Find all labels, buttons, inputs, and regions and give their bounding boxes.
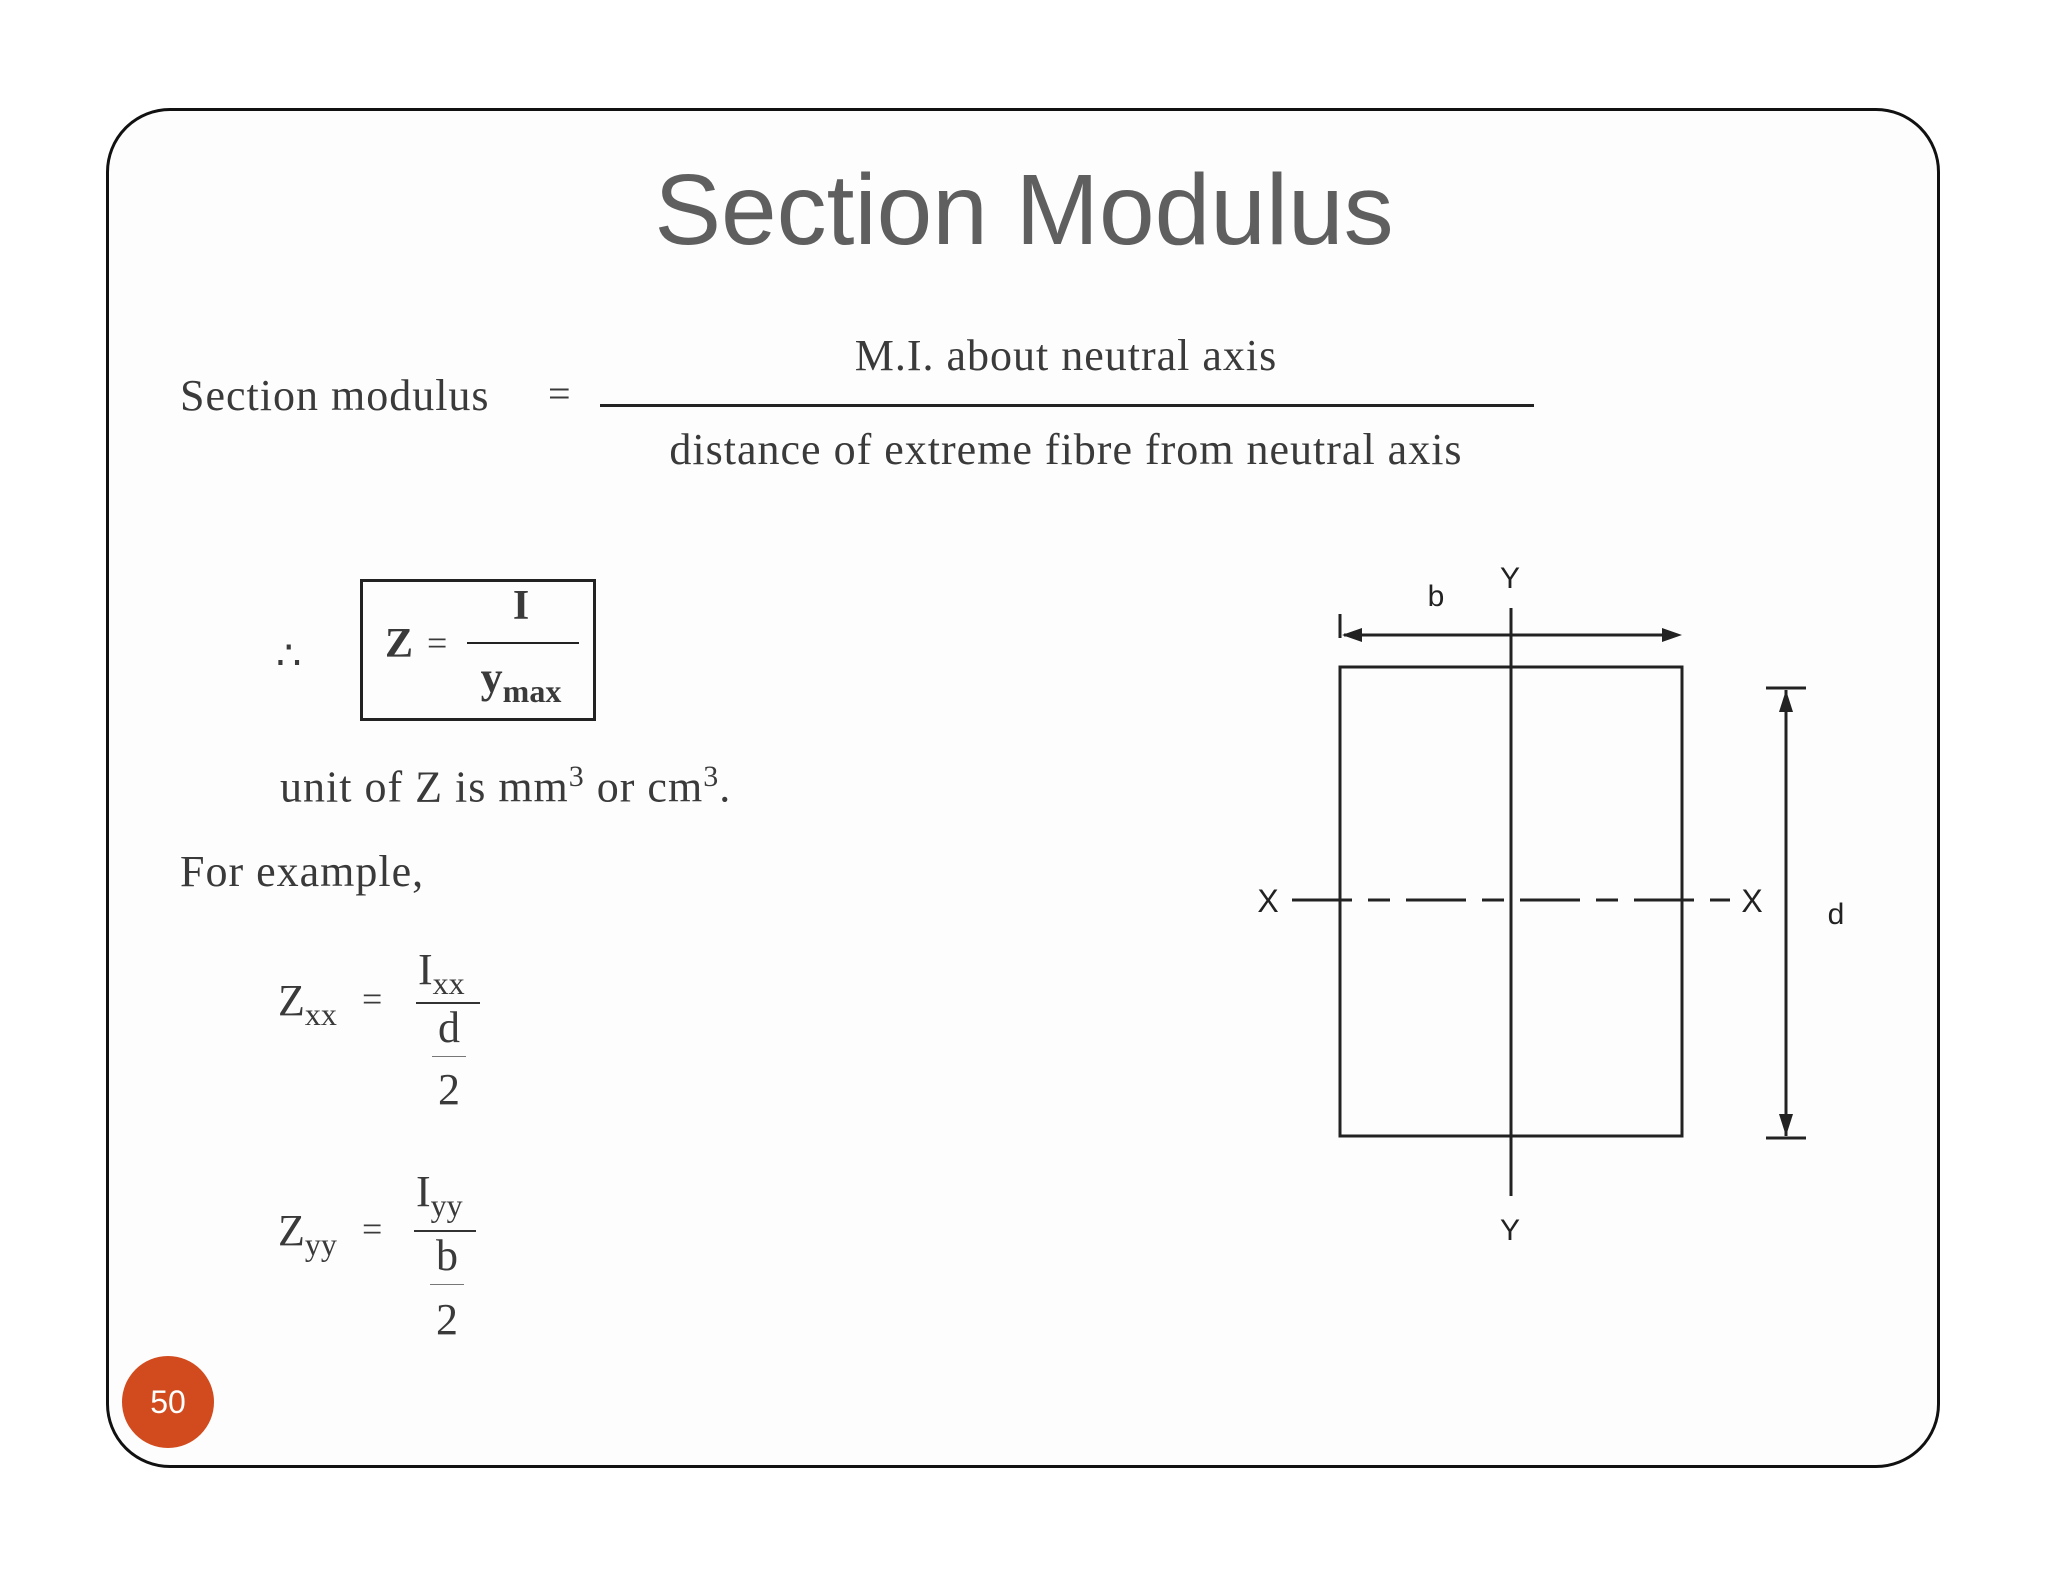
zxx-den-bottom: 2 bbox=[438, 1065, 460, 1114]
zxx-num-base: I bbox=[418, 945, 433, 994]
zxx-lhs-sub: xx bbox=[304, 995, 337, 1032]
b-label: b bbox=[1427, 580, 1445, 613]
formula-equals: = bbox=[427, 623, 448, 663]
zyy-num-sub: yy bbox=[430, 1186, 463, 1223]
formula-denominator-sub: max bbox=[502, 672, 562, 709]
zxx-den-top: d bbox=[438, 1003, 460, 1052]
definition-equals: = bbox=[548, 371, 571, 416]
d-arrow-top bbox=[1779, 690, 1793, 712]
zyy-lhs-sub: yy bbox=[304, 1225, 337, 1262]
y-axis-label-bottom: Y bbox=[1499, 1214, 1521, 1247]
zxx-equals: = bbox=[362, 979, 383, 1019]
x-axis-label-right: X bbox=[1741, 883, 1763, 919]
zyy-equals: = bbox=[362, 1209, 383, 1249]
y-axis-label-top: Y bbox=[1499, 562, 1521, 595]
unit-exponent-2: 3 bbox=[703, 760, 720, 793]
d-arrow-bottom bbox=[1779, 1114, 1793, 1136]
b-arrow-right bbox=[1662, 628, 1682, 642]
unit-suffix: . bbox=[719, 762, 732, 812]
zyy-num-base: I bbox=[416, 1167, 431, 1216]
slide-title: Section Modulus bbox=[654, 154, 1394, 266]
b-arrow-left bbox=[1342, 628, 1362, 642]
definition-denominator: distance of extreme fibre from neutral axis bbox=[669, 425, 1463, 474]
formula-denominator-base: y bbox=[480, 653, 503, 702]
unit-prefix: unit of Z is mm bbox=[280, 762, 569, 812]
formula-numerator: I bbox=[512, 583, 530, 629]
definition-numerator: M.I. about neutral axis bbox=[854, 331, 1278, 380]
zyy-den-bottom: 2 bbox=[436, 1295, 458, 1344]
zxx-lhs-base: Z bbox=[278, 976, 305, 1025]
page-number-badge: 50 bbox=[122, 1356, 214, 1448]
definition-label: Section modulus bbox=[180, 371, 490, 420]
example-heading: For example, bbox=[180, 847, 425, 896]
zyy-den-top: b bbox=[436, 1231, 458, 1280]
x-axis-label-left: X bbox=[1257, 883, 1279, 919]
zxx-num-sub: xx bbox=[432, 964, 465, 1001]
therefore-symbol: ∴ bbox=[276, 633, 302, 678]
unit-exponent-1: 3 bbox=[568, 760, 585, 793]
d-label: d bbox=[1827, 898, 1845, 931]
formula-symbol: Z bbox=[385, 621, 414, 667]
unit-middle: or cm bbox=[584, 762, 704, 812]
zyy-lhs-base: Z bbox=[278, 1206, 305, 1255]
